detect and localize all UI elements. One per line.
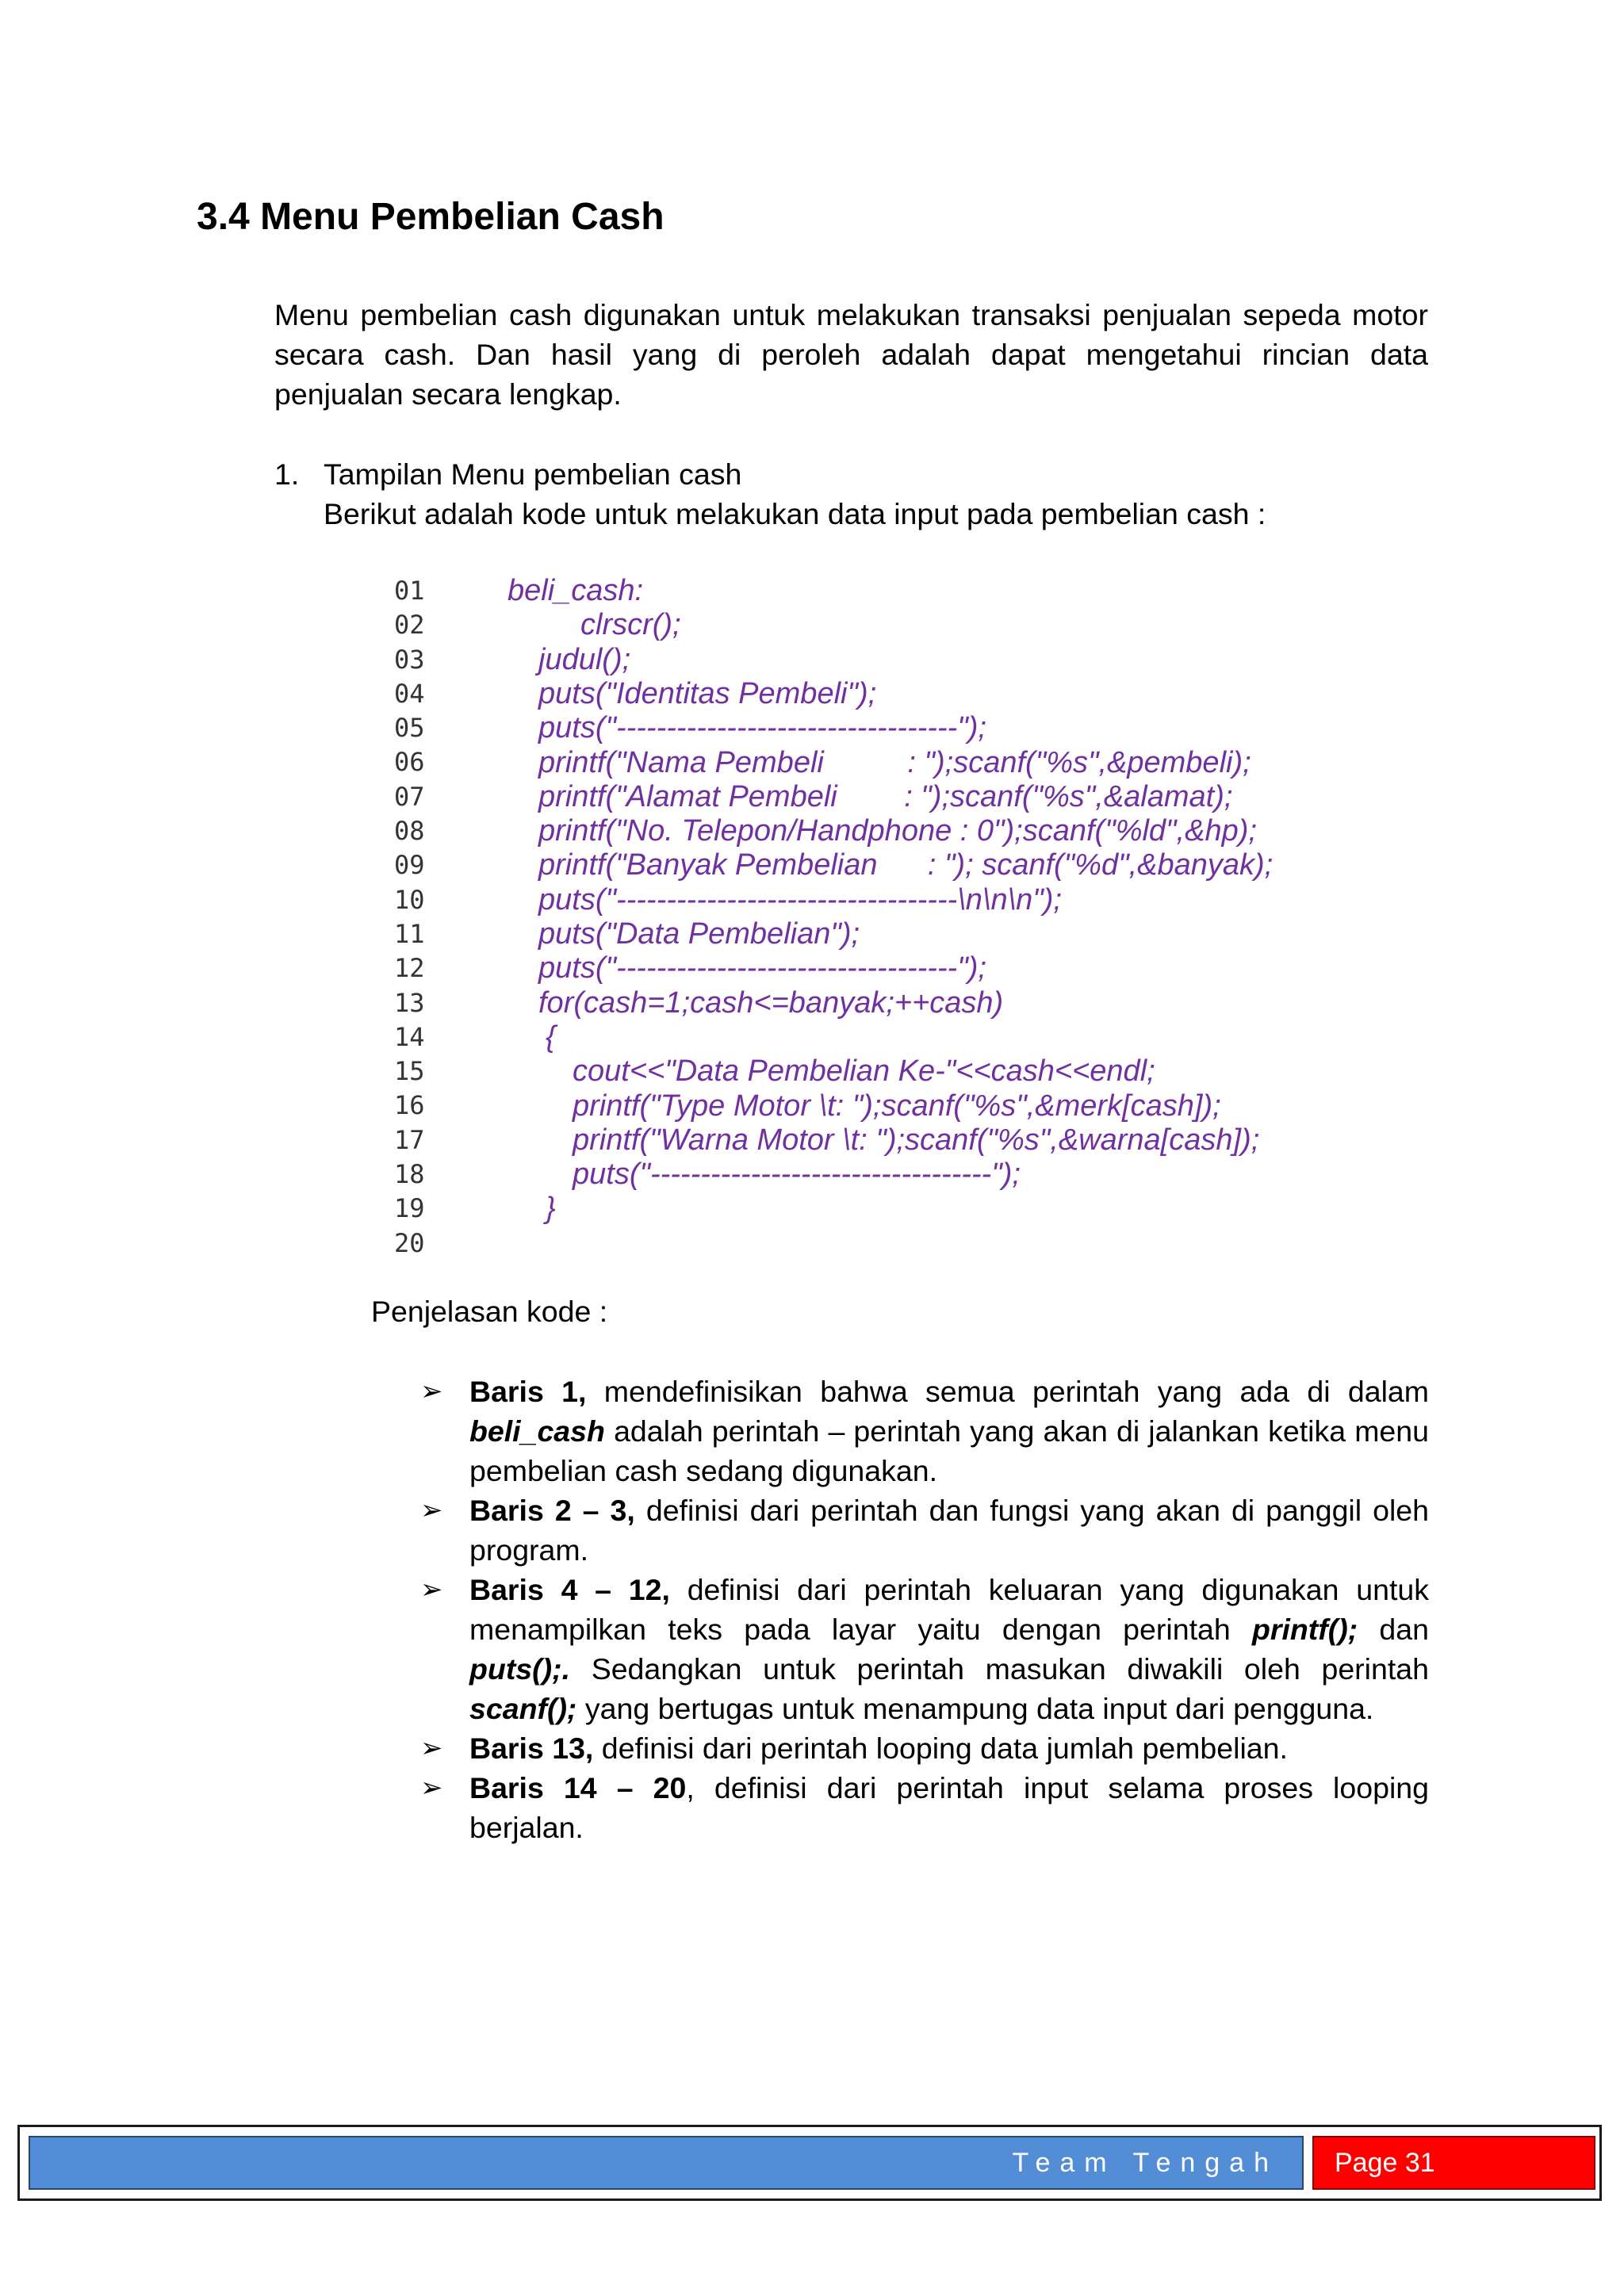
code-line: judul(); (538, 642, 631, 676)
code-line: printf("Warna Motor \t: ");scanf("%s",&warna[cash]); (573, 1123, 1260, 1157)
arrow-bullet-icon: ➢ (420, 1772, 443, 1804)
page-number: Page 31 (1335, 2148, 1435, 2178)
section-heading: 3.4 Menu Pembelian Cash (197, 196, 665, 238)
line-number: 09 (394, 850, 425, 881)
code-line: printf("Type Motor \t: ");scanf("%s",&merk[cash]); (573, 1089, 1221, 1123)
explanation-list (420, 1372, 1429, 1847)
code-line: printf("Nama Pembeli : ");scanf("%s",&pembeli); (538, 745, 1251, 779)
code-line: clrscr(); (580, 608, 681, 642)
list-item-description: Berikut adalah kode untuk melakukan data input pada pembelian cash : (324, 497, 1266, 530)
arrow-bullet-icon: ➢ (420, 1574, 443, 1605)
line-number: 03 (394, 644, 425, 675)
code-line: } (546, 1192, 556, 1226)
code-line: printf("No. Telepon/Handphone : 0");scanf("%ld",&hp); (538, 814, 1257, 848)
footer-team-name: Team Tengah (1012, 2148, 1278, 2178)
line-number: 07 (394, 781, 425, 812)
line-number: 15 (394, 1056, 425, 1087)
line-number: 14 (394, 1021, 425, 1052)
code-line-numbers (394, 574, 458, 1261)
list-item: ➢ Baris 1, mendefinisikan bahwa semua perintah yang ada di dalam beli_cash adalah perintah – perintah yang akan di jalankan ketika menu pembelian cash sedang digunakan. (420, 1372, 1429, 1490)
footer-page-box (1312, 2136, 1595, 2190)
code-line: { (546, 1020, 556, 1054)
list-item: ➢ Baris 14 – 20, definisi dari perintah input selama proses looping berjalan. (420, 1768, 1429, 1847)
line-number: 11 (394, 918, 425, 949)
line-number: 13 (394, 987, 425, 1018)
list-item-number: 1. (274, 457, 300, 491)
arrow-bullet-icon: ➢ (420, 1732, 443, 1764)
list-item: ➢ Baris 13, definisi dari perintah looping data jumlah pembelian. (420, 1728, 1429, 1768)
list-item: ➢ Baris 4 – 12, definisi dari perintah keluaran yang digunakan untuk menampilkan teks pada layar yaitu dengan perintah printf(); dan puts();. Sedangkan untuk perintah masukan diwakili oleh perintah scanf(); yang bertugas untuk menampung data input dari pengguna. (420, 1570, 1429, 1728)
code-line: beli_cash: (508, 574, 644, 607)
line-number: 19 (394, 1193, 425, 1224)
explanation-title: Penjelasan kode : (371, 1295, 608, 1328)
code-line: puts("----------------------------------\n\n\n"); (538, 882, 1062, 916)
line-number: 02 (394, 610, 425, 641)
line-number: 16 (394, 1090, 425, 1121)
footer-team-bar (29, 2136, 1304, 2190)
line-number: 04 (394, 678, 425, 709)
arrow-bullet-icon: ➢ (420, 1376, 443, 1407)
list-item: ➢ Baris 2 – 3, definisi dari perintah dan fungsi yang akan di panggil oleh program. (420, 1490, 1429, 1570)
code-line: puts("----------------------------------"); (538, 711, 986, 745)
line-number: 17 (394, 1124, 425, 1155)
code-line: printf("Alamat Pembeli : ");scanf("%s",&alamat); (538, 779, 1233, 813)
code-line: cout<<"Data Pembelian Ke-"<<cash<<endl; (573, 1054, 1155, 1089)
line-number: 05 (394, 713, 425, 744)
page-footer (17, 2125, 1602, 2201)
code-line: printf("Banyak Pembelian : "); scanf("%d",&banyak); (538, 848, 1274, 882)
arrow-bullet-icon: ➢ (420, 1494, 443, 1526)
code-line: puts("Identitas Pembeli"); (538, 676, 877, 710)
list-item-title: Tampilan Menu pembelian cash (324, 457, 742, 491)
code-line: puts("----------------------------------"); (573, 1158, 1021, 1192)
code-line: puts("Data Pembelian"); (538, 917, 860, 951)
line-number: 20 (394, 1227, 425, 1258)
line-number: 12 (394, 953, 425, 984)
line-number: 01 (394, 576, 425, 606)
line-number: 18 (394, 1159, 425, 1190)
line-number: 10 (394, 884, 425, 915)
line-number: 08 (394, 816, 425, 847)
intro-paragraph: Menu pembelian cash digunakan untuk melakukan transaksi penjualan sepeda motor secara cash. Dan hasil yang di peroleh adalah dapat mengetahui rincian data penjualan secara lengkap. (274, 298, 1428, 411)
code-line: for(cash=1;cash<=banyak;++cash) (538, 985, 1004, 1020)
line-number: 06 (394, 747, 425, 778)
code-line: puts("----------------------------------"); (538, 951, 986, 985)
